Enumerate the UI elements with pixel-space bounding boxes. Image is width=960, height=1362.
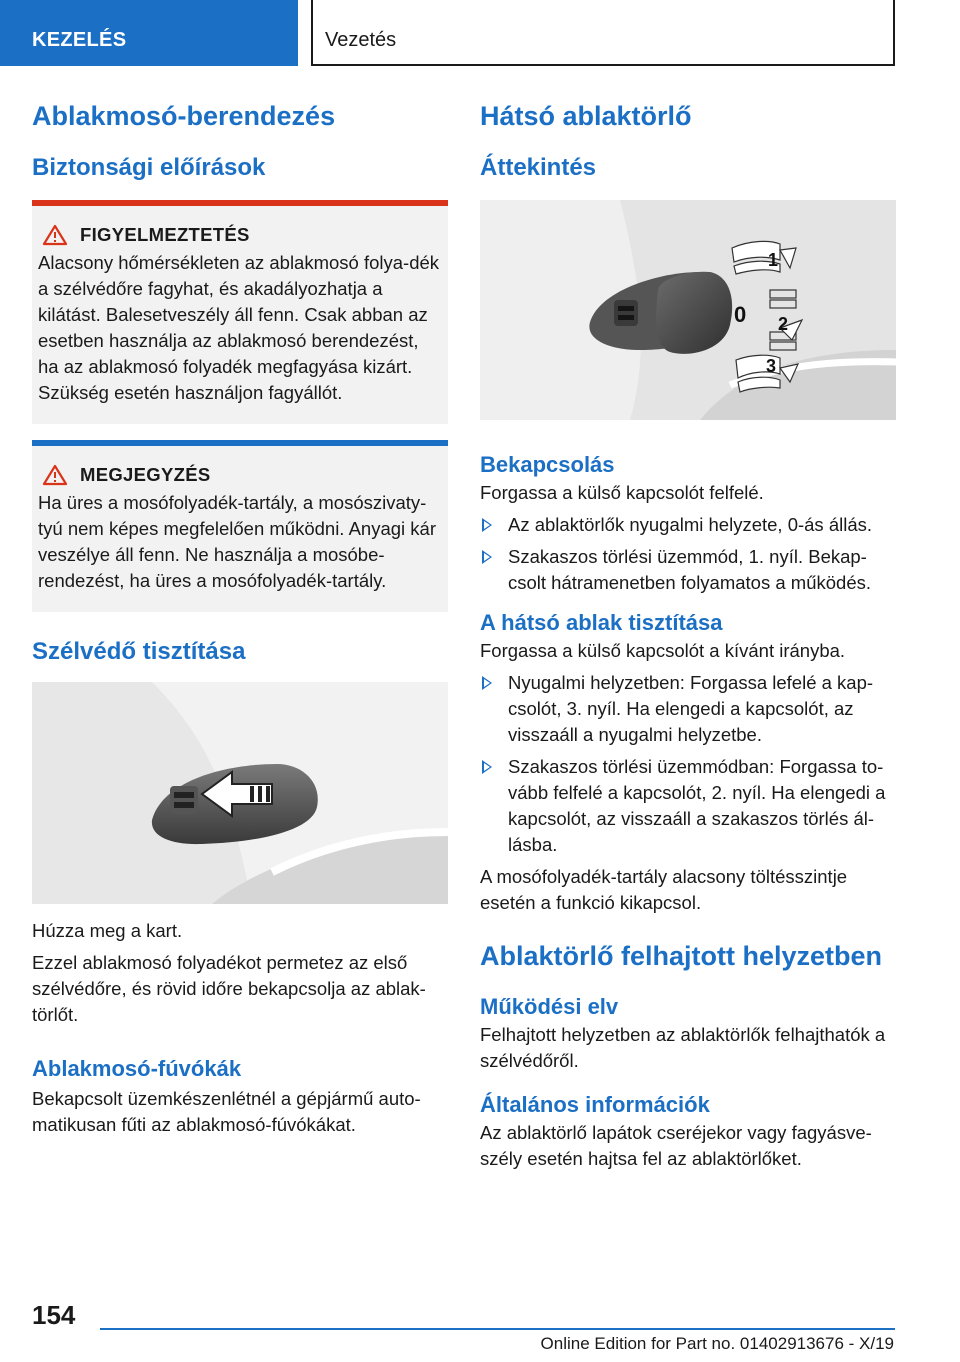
figure-label-1: 1 [768, 250, 779, 270]
spray-text: Ezzel ablakmosó folyadékot permetez az első szélvédőre, és rövid időre bekapcsolja az ablak-törlőt. [32, 952, 426, 1025]
folded-title: Ablaktörlő felhajtott helyzetben [480, 941, 883, 971]
warning-label: FIGYELMEZTETÉS [80, 224, 250, 245]
nozzles-heading: Ablakmosó-fúvókák [32, 1056, 242, 1081]
note-triangle-icon [42, 464, 68, 486]
principle-heading: Működési elv [480, 994, 619, 1019]
page-header [0, 0, 960, 66]
section-tab [0, 0, 298, 66]
warning-triangle-icon [42, 224, 68, 246]
overview-heading: Áttekintés [480, 154, 597, 181]
left-column [32, 98, 448, 1138]
note-box [32, 440, 448, 612]
note-label: MEGJEGYZÉS [80, 464, 211, 485]
section-label: KEZELÉS [32, 29, 127, 51]
note-text: Ha üres a mosófolyadék-tartály, a mosószivaty-tyú nem képes megfelelően működni. Anyagi kár veszélye áll fenn. Ne használja a mosóbe-rendezést, ha üres a mosófolyadék-tartály. [38, 492, 436, 591]
low-fluid-text: A mosófolyadék-tartály alacsony töltésszintje esetén a funkció kikapcsol. [480, 866, 848, 913]
rear-wiper-switch-illustration [480, 200, 896, 420]
list-item: Szakaszos törlési üzemmódban: Forgassa to-vább felfelé a kapcsolót, 2. nyíl. Ha elengedi a kapcsolót, az visszaáll a szakaszos törlés ál-lásba. [480, 754, 896, 858]
bullet-triangle-icon [482, 760, 492, 774]
rear-clean-heading: A hátsó ablak tisztítása [480, 610, 723, 635]
edition-info: Online Edition for Part no. 01402913676 - X/19 [540, 1334, 894, 1353]
page-number: 154 [32, 1300, 76, 1330]
switch-on-text: Forgassa a külső kapcsolót felfelé. [480, 482, 764, 503]
rear-clean-list [480, 670, 896, 858]
warning-title [38, 224, 442, 246]
general-heading: Általános információk [480, 1092, 710, 1117]
general-text: Az ablaktörlő lapátok cseréjekor vagy fagyásve-szély esetén hajtsa fel az ablaktörlőket. [480, 1122, 872, 1169]
nozzles-text: Bekapcsolt üzemkészenlétnél a gépjármű auto-matikusan fűti az ablakmosó-fúvókákat. [32, 1088, 421, 1135]
list-item: Az ablaktörlők nyugalmi helyzete, 0-ás állás. [480, 512, 896, 538]
figure-label-3: 3 [766, 356, 777, 376]
washer-lever-photo [32, 682, 448, 904]
right-column [480, 98, 896, 1172]
list-item: Nyugalmi helyzetben: Forgassa lefelé a kap-csolót, 3. nyíl. Ha elengedi a kapcsolót, az visszaáll a nyugalmi helyzetbe. [480, 670, 896, 748]
warning-box [32, 200, 448, 424]
bullet-triangle-icon [482, 518, 492, 532]
chapter-label: Vezetés [325, 29, 397, 51]
washer-lever-illustration [32, 682, 448, 904]
figure-label-2: 2 [778, 314, 789, 334]
rear-wiper-switch-photo [480, 200, 896, 420]
safety-heading: Biztonsági előírások [32, 154, 266, 181]
principle-text: Felhajtott helyzetben az ablaktörlők felhajthatók a szélvédőről. [480, 1024, 886, 1071]
footer-divider [100, 1328, 895, 1330]
bullet-triangle-icon [482, 550, 492, 564]
rear-clean-text: Forgassa a külső kapcsolót a kívánt irányba. [480, 640, 846, 661]
list-item: Szakaszos törlési üzemmód, 1. nyíl. Bekap-csolt hátramenetben folyamatos a működés. [480, 544, 896, 596]
note-title [38, 464, 442, 486]
windscreen-heading: Szélvédő tisztítása [32, 638, 246, 665]
warning-text: Alacsony hőmérsékleten az ablakmosó folya-dék a szélvédőre fagyhat, és akadályozhatja a kilátást. Balesetveszély áll fenn. Csak abban az esetben használja az ablakmosó berendezést, ha az ablakmosó folyadék megfagyása kizárt. Szükség esetén használjon fagyállót. [38, 252, 440, 403]
switch-on-heading: Bekapcsolás [480, 452, 615, 477]
rear-wiper-title: Hátsó ablaktörlő [480, 101, 692, 131]
chapter-tab [311, 0, 895, 66]
switch-on-list [480, 512, 896, 596]
washer-title: Ablakmosó-berendezés [32, 101, 336, 131]
figure-label-0: 0 [734, 302, 747, 327]
pull-text: Húzza meg a kart. [32, 920, 183, 941]
bullet-triangle-icon [482, 676, 492, 690]
